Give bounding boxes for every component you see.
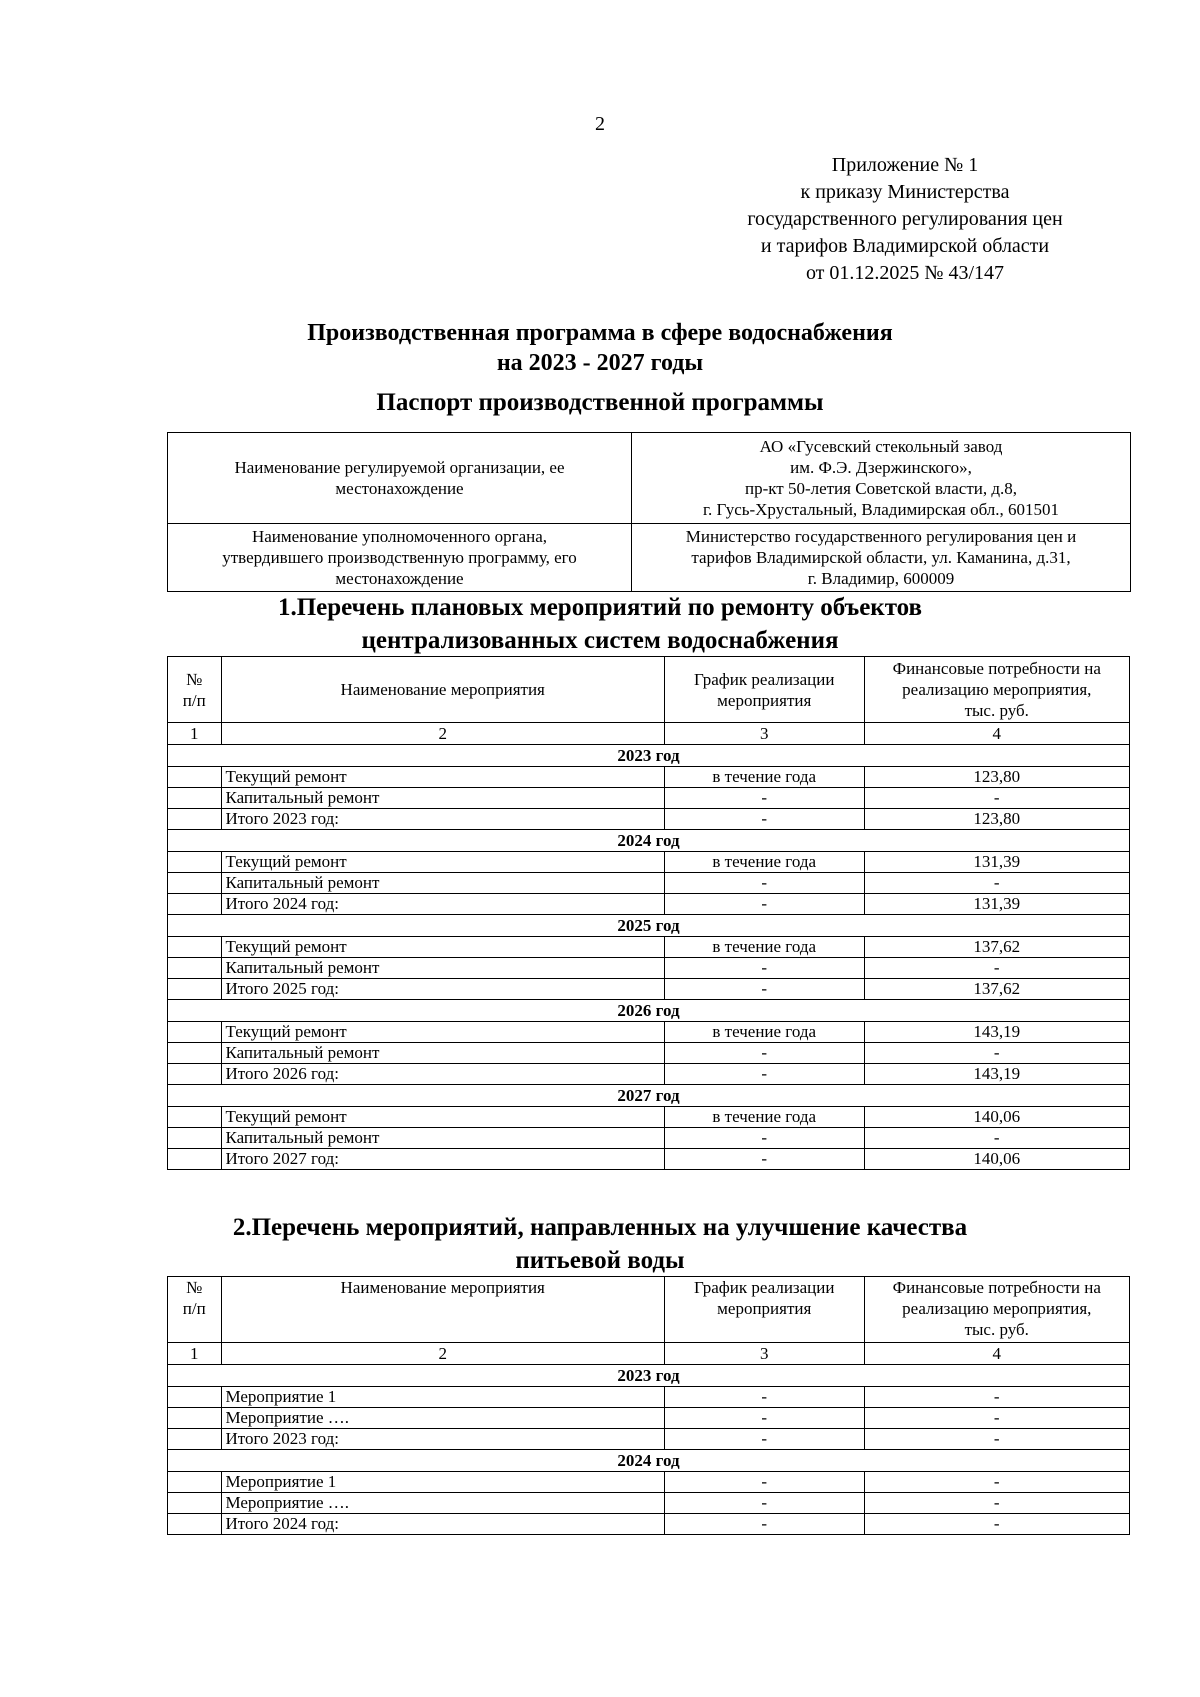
passport-value-line: им. Ф.Э. Дзержинского»,	[790, 457, 972, 477]
passport-value-line: пр-кт 50-летия Советской власти, д.8,	[744, 478, 1018, 498]
appendix-line: Приложение № 1	[831, 154, 979, 176]
column-number: 3	[664, 1343, 864, 1365]
table-row	[168, 1064, 1130, 1085]
table-row	[168, 1128, 1130, 1149]
event-cost: -	[864, 1472, 1129, 1493]
column-header: Финансовые потребности на реализацию мероприятия, тыс. руб.	[864, 657, 1129, 723]
year-row	[168, 1085, 1130, 1107]
column-number: 4	[864, 723, 1129, 745]
event-schedule: -	[664, 1064, 864, 1085]
year-row	[168, 830, 1130, 852]
event-schedule: -	[664, 1493, 864, 1514]
table-row	[168, 788, 1130, 809]
event-schedule: -	[664, 1429, 864, 1450]
section1-title: 1.Перечень плановых мероприятий по ремонту объектов	[277, 594, 923, 621]
water-quality-events-table	[167, 1276, 1130, 1535]
table-header-row	[168, 657, 1130, 723]
event-cost: 131,39	[864, 894, 1129, 915]
event-schedule: в течение года	[664, 1107, 864, 1128]
passport-label-line: Наименование регулируемой организации, ее	[234, 457, 565, 477]
event-cost: 140,06	[864, 1149, 1129, 1170]
passport-value	[632, 433, 1131, 524]
table-row	[168, 958, 1130, 979]
event-cost: 123,80	[864, 809, 1129, 830]
row-number	[168, 979, 222, 1000]
year-label: 2025 год	[168, 915, 1130, 937]
event-name: Капитальный ремонт	[221, 1043, 664, 1064]
row-number	[168, 958, 222, 979]
column-number: 1	[168, 723, 222, 745]
event-name: Итого 2023 год:	[221, 809, 664, 830]
table-row	[168, 1408, 1130, 1429]
appendix-block	[700, 152, 1110, 287]
column-number: 2	[221, 1343, 664, 1365]
event-name: Текущий ремонт	[221, 1107, 664, 1128]
event-schedule: в течение года	[664, 1022, 864, 1043]
repair-events-table	[167, 656, 1130, 1170]
row-number	[168, 1408, 222, 1429]
page-number: 2	[595, 113, 605, 135]
event-schedule: -	[664, 979, 864, 1000]
event-cost: -	[864, 1493, 1129, 1514]
year-row	[168, 1000, 1130, 1022]
event-cost: 140,06	[864, 1107, 1129, 1128]
table-row	[168, 1493, 1130, 1514]
event-schedule: -	[664, 1387, 864, 1408]
event-schedule: -	[664, 809, 864, 830]
event-cost: -	[864, 1408, 1129, 1429]
row-number	[168, 937, 222, 958]
passport-title: Паспорт производственной программы	[376, 389, 824, 416]
column-header: Финансовые потребности на реализацию мероприятия, тыс. руб.	[864, 1277, 1129, 1343]
table-row	[168, 873, 1130, 894]
event-schedule: -	[664, 1408, 864, 1429]
passport-value-line: тарифов Владимирской области, ул. Каманина, д.31,	[691, 547, 1071, 567]
year-label: 2027 год	[168, 1085, 1130, 1107]
row-number	[168, 1149, 222, 1170]
table-row	[168, 1043, 1130, 1064]
event-cost: 123,80	[864, 767, 1129, 788]
row-number	[168, 809, 222, 830]
section2-title: 2.Перечень мероприятий, направленных на улучшение качества	[232, 1214, 968, 1241]
row-number	[168, 873, 222, 894]
event-schedule: -	[664, 894, 864, 915]
passport-row-authority	[168, 523, 1131, 591]
table-row	[168, 1387, 1130, 1408]
event-schedule: -	[664, 1128, 864, 1149]
table-row	[168, 1107, 1130, 1128]
column-number-row	[168, 1343, 1130, 1365]
event-schedule: -	[664, 1514, 864, 1535]
passport-value-line: АО «Гусевский стекольный завод	[759, 436, 1003, 456]
document-subtitle: на 2023 - 2027 годы	[496, 350, 704, 376]
event-schedule: -	[664, 1149, 864, 1170]
table-row	[168, 1429, 1130, 1450]
row-number	[168, 1107, 222, 1128]
event-name: Капитальный ремонт	[221, 958, 664, 979]
event-schedule: в течение года	[664, 852, 864, 873]
appendix-line: к приказу Министерства	[800, 181, 1010, 203]
row-number	[168, 1043, 222, 1064]
row-number	[168, 1472, 222, 1493]
event-cost: -	[864, 1128, 1129, 1149]
column-number: 3	[664, 723, 864, 745]
passport-value-line: г. Гусь-Хрустальный, Владимирская обл., 601501	[702, 499, 1060, 519]
year-row	[168, 1450, 1130, 1472]
event-name: Текущий ремонт	[221, 767, 664, 788]
event-cost: 131,39	[864, 852, 1129, 873]
column-header: № п/п	[168, 1277, 222, 1343]
event-schedule: -	[664, 1472, 864, 1493]
event-name: Текущий ремонт	[221, 852, 664, 873]
event-schedule: -	[664, 788, 864, 809]
event-schedule: -	[664, 1043, 864, 1064]
row-number	[168, 852, 222, 873]
column-header: Наименование мероприятия	[221, 657, 664, 723]
event-name: Итого 2025 год:	[221, 979, 664, 1000]
event-name: Итого 2023 год:	[221, 1429, 664, 1450]
event-schedule: в течение года	[664, 767, 864, 788]
passport-label-line: утвердившего производственную программу, его	[222, 547, 577, 567]
column-number: 4	[864, 1343, 1129, 1365]
event-cost: -	[864, 873, 1129, 894]
table-row	[168, 1149, 1130, 1170]
row-number	[168, 767, 222, 788]
table-row	[168, 894, 1130, 915]
passport-label-line: местонахождение	[335, 478, 464, 498]
event-cost: -	[864, 1387, 1129, 1408]
row-number	[168, 1064, 222, 1085]
passport-label-line: местонахождение	[335, 568, 464, 588]
row-number	[168, 1514, 222, 1535]
event-schedule: -	[664, 873, 864, 894]
year-label: 2024 год	[168, 830, 1130, 852]
passport-label-line: Наименование уполномоченного органа,	[251, 526, 548, 546]
event-schedule: -	[664, 958, 864, 979]
year-row	[168, 745, 1130, 767]
row-number	[168, 1387, 222, 1408]
year-label: 2023 год	[168, 1365, 1130, 1387]
year-label: 2026 год	[168, 1000, 1130, 1022]
passport-value-line: Министерство государственного регулирования цен и	[685, 526, 1077, 546]
table-row	[168, 809, 1130, 830]
event-name: Мероприятие 1	[221, 1472, 664, 1493]
appendix-line: от 01.12.2025 № 43/147	[805, 262, 1005, 284]
passport-row-organization	[168, 433, 1131, 524]
event-name: Текущий ремонт	[221, 1022, 664, 1043]
column-header: № п/п	[168, 657, 222, 723]
table-row	[168, 979, 1130, 1000]
event-cost: 143,19	[864, 1064, 1129, 1085]
passport-table	[167, 432, 1131, 592]
section1-subtitle: централизованных систем водоснабжения	[361, 627, 839, 654]
row-number	[168, 1429, 222, 1450]
event-name: Капитальный ремонт	[221, 788, 664, 809]
event-name: Текущий ремонт	[221, 937, 664, 958]
table-header-row	[168, 1277, 1130, 1343]
row-number	[168, 1022, 222, 1043]
event-cost: -	[864, 1429, 1129, 1450]
event-name: Мероприятие 1	[221, 1387, 664, 1408]
event-cost: 137,62	[864, 937, 1129, 958]
year-row	[168, 1365, 1130, 1387]
event-name: Итого 2024 год:	[221, 894, 664, 915]
event-name: Итого 2026 год:	[221, 1064, 664, 1085]
table-row	[168, 1514, 1130, 1535]
table-row	[168, 1022, 1130, 1043]
table-row	[168, 937, 1130, 958]
row-number	[168, 1493, 222, 1514]
event-cost: -	[864, 1514, 1129, 1535]
table-row	[168, 852, 1130, 873]
event-cost: -	[864, 788, 1129, 809]
event-cost: -	[864, 958, 1129, 979]
event-schedule: в течение года	[664, 937, 864, 958]
table-row	[168, 767, 1130, 788]
event-name: Капитальный ремонт	[221, 1128, 664, 1149]
passport-label	[168, 433, 632, 524]
event-cost: 143,19	[864, 1022, 1129, 1043]
column-header: График реализации мероприятия	[664, 657, 864, 723]
column-header: График реализации мероприятия	[664, 1277, 864, 1343]
row-number	[168, 788, 222, 809]
event-cost: 137,62	[864, 979, 1129, 1000]
passport-value-line: г. Владимир, 600009	[807, 568, 955, 588]
appendix-line: государственного регулирования цен	[747, 208, 1063, 230]
row-number	[168, 1128, 222, 1149]
event-cost: -	[864, 1043, 1129, 1064]
document-title: Производственная программа в сфере водоснабжения	[307, 320, 893, 346]
year-label: 2024 год	[168, 1450, 1130, 1472]
column-number-row	[168, 723, 1130, 745]
row-number	[168, 894, 222, 915]
column-number: 2	[221, 723, 664, 745]
event-name: Капитальный ремонт	[221, 873, 664, 894]
section2-subtitle: питьевой воды	[515, 1247, 685, 1274]
event-name: Итого 2027 год:	[221, 1149, 664, 1170]
year-label: 2023 год	[168, 745, 1130, 767]
event-name: Мероприятие ….	[221, 1493, 664, 1514]
passport-label	[168, 523, 632, 591]
passport-value	[632, 523, 1131, 591]
column-number: 1	[168, 1343, 222, 1365]
appendix-line: и тарифов Владимирской области	[760, 235, 1050, 257]
table-row	[168, 1472, 1130, 1493]
event-name: Мероприятие ….	[221, 1408, 664, 1429]
column-header: Наименование мероприятия	[221, 1277, 664, 1343]
year-row	[168, 915, 1130, 937]
event-name: Итого 2024 год:	[221, 1514, 664, 1535]
